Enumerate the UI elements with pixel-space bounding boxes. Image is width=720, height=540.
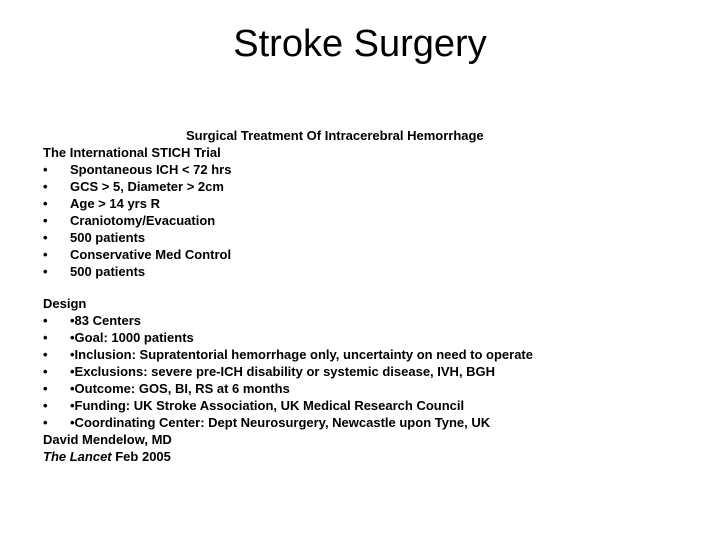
slide-subtitle: Surgical Treatment Of Intracerebral Hemorrhage: [186, 128, 484, 143]
citation: [43, 448, 172, 465]
list-item-text: Conservative Med Control: [70, 247, 232, 262]
design-heading: Design: [43, 296, 87, 311]
bullet-icon: •: [43, 247, 48, 262]
bullet-icon: •: [43, 196, 48, 211]
list-item-text: Craniotomy/Evacuation: [70, 213, 216, 228]
bullet-icon: •: [43, 364, 48, 379]
bullet-icon: •: [43, 381, 48, 396]
trial-block: [43, 144, 232, 280]
list-item-text: Spontaneous ICH < 72 hrs: [70, 162, 232, 177]
list-item: [43, 329, 194, 346]
list-item-text: •Funding: UK Stroke Association, UK Medical Research Council: [70, 398, 465, 413]
bullet-icon: •: [43, 230, 48, 245]
list-item-text: Age > 14 yrs R: [70, 196, 160, 211]
bullet-icon: •: [43, 162, 48, 177]
list-item: [43, 263, 221, 280]
list-item-text: •Goal: 1000 patients: [70, 330, 194, 345]
list-item: [43, 246, 232, 263]
list-item: [43, 229, 221, 246]
trial-heading: The International STICH Trial: [43, 145, 221, 160]
list-item-text: GCS > 5, Diameter > 2cm: [70, 179, 224, 194]
list-item: [43, 380, 290, 397]
bullet-icon: •: [43, 264, 48, 279]
citation-journal: The Lancet: [43, 449, 112, 464]
bullet-icon: •: [43, 213, 48, 228]
bullet-icon: •: [43, 330, 48, 345]
bullet-icon: •: [43, 415, 48, 430]
bullet-icon: •: [43, 313, 48, 328]
bullet-icon: •: [43, 179, 48, 194]
list-item: [43, 312, 172, 329]
list-item: [43, 212, 221, 229]
list-item: [43, 414, 491, 431]
list-item-text: •Exclusions: severe pre-ICH disability or systemic disease, IVH, BGH: [70, 364, 496, 379]
author: David Mendelow, MD: [43, 432, 172, 447]
list-item-text: •83 Centers: [70, 313, 142, 328]
list-item-text: 500 patients: [70, 264, 146, 279]
list-item-text: •Coordinating Center: Dept Neurosurgery, Newcastle upon Tyne, UK: [70, 415, 491, 430]
list-item: [43, 195, 221, 212]
slide-title: Stroke Surgery: [233, 23, 487, 65]
list-item: [43, 346, 533, 363]
list-item: [43, 363, 496, 380]
design-block: [43, 295, 533, 465]
list-item: [43, 161, 232, 178]
bullet-icon: •: [43, 398, 48, 413]
bullet-icon: •: [43, 347, 48, 362]
citation-date: Feb 2005: [111, 449, 171, 464]
list-item-text: •Outcome: GOS, BI, RS at 6 months: [70, 381, 290, 396]
list-item-text: 500 patients: [70, 230, 146, 245]
list-item: [43, 397, 465, 414]
list-item-text: •Inclusion: Supratentorial hemorrhage only, uncertainty on need to operate: [70, 347, 533, 362]
list-item: [43, 178, 224, 195]
